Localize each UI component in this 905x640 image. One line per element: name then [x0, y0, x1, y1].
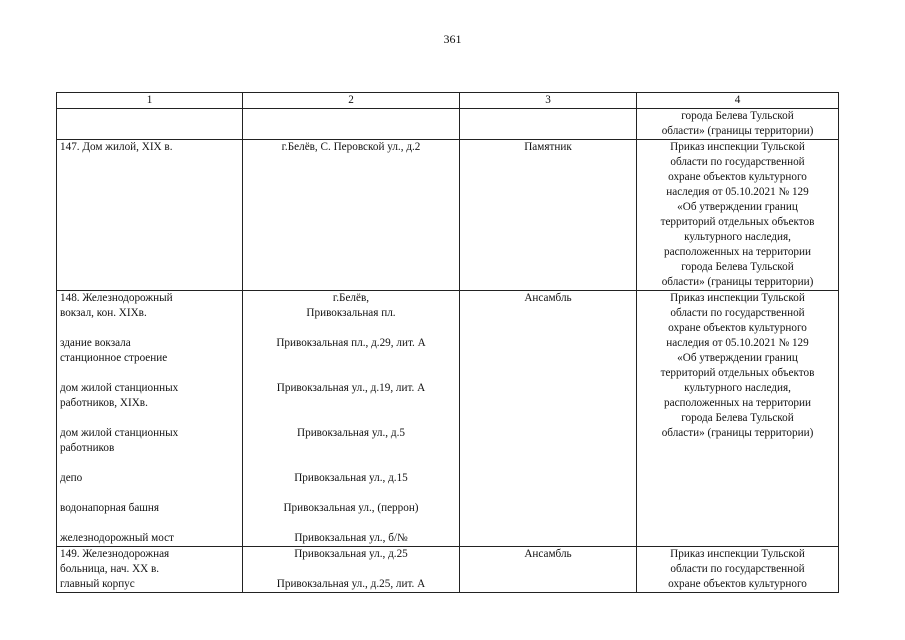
row148-item3-address: Привокзальная ул., д.5: [297, 427, 405, 439]
row148-document: Приказ инспекции Тульской области по государственной охране объектов культурного наследия от 05.10.2021 № 129 «Об утверждении границ территорий отдельных объектов культурного наследия, расположенных на территории города Белева Тульской области» (границы территории): [637, 291, 839, 547]
row148-item2-name: дом жилой станционных: [60, 382, 179, 394]
row149-category: Ансамбль: [460, 547, 637, 593]
row148-item4-address: Привокзальная ул., д.15: [294, 472, 408, 484]
heritage-register-table: [56, 92, 839, 593]
cont-document: [637, 109, 839, 140]
column-header-4: 4: [637, 93, 839, 109]
column-header-3: 3: [460, 93, 637, 109]
cont-document-line: города Белева Тульской: [681, 110, 794, 122]
row148-object-name: 148. Железнодорожный вокзал, кон. XIXв. здание вокзала станционное строение дом жилой станционных работников, XIXв. дом жилой станционных работников депо водонапорная башня железнодорожный мост: [57, 291, 243, 547]
row149-object-name: 149. Железнодорожная больница, нач. XX в. главный корпус: [57, 547, 243, 593]
table-row-147: [57, 140, 839, 291]
row148-item6-name: железнодорожный мост: [60, 532, 174, 544]
row148-item5-address: Привокзальная ул., (перрон): [283, 502, 419, 514]
row148-item1-name: здание вокзала: [60, 337, 131, 349]
row147-address: г.Белёв, С. Перовской ул., д.2: [243, 140, 460, 291]
row149-document: Приказ инспекции Тульской области по государственной охране объектов культурного: [637, 547, 839, 593]
row148-item3-name: дом жилой станционных: [60, 427, 179, 439]
row148-item2-address: Привокзальная ул., д.19, лит. А: [276, 382, 426, 394]
row148-category: Ансамбль: [460, 291, 637, 547]
row149-address: Привокзальная ул., д.25 Привокзальная ул., д.25, лит. А: [243, 547, 460, 593]
row147-category: Памятник: [460, 140, 637, 291]
row148-item4-name: депо: [60, 472, 83, 484]
row148-item5-name: водонапорная башня: [60, 502, 160, 514]
table-row-continuation: [57, 109, 839, 140]
cont-col1: [57, 109, 243, 140]
cont-col2: [243, 109, 460, 140]
page-number: 361: [443, 32, 462, 46]
table-header-row: [57, 93, 839, 109]
row147-document: Приказ инспекции Тульской области по государственной охране объектов культурного наследия от 05.10.2021 № 129 «Об утверждении границ территорий отдельных объектов культурного наследия, расположенных на территории города Белева Тульской области» (границы территории): [637, 140, 839, 291]
row148-item1-address: Привокзальная пл., д.29, лит. А: [276, 337, 426, 349]
cont-document-line: области» (границы территории): [661, 125, 814, 137]
row148-address: г.Белёв, Привокзальная пл. Привокзальная пл., д.29, лит. А Привокзальная ул., д.19, лит. А Привокзальная ул., д.5 Привокзальная ул., д.15 Привокзальная ул., (перрон) Привокзальная ул., б/№: [243, 291, 460, 547]
column-header-2: 2: [243, 93, 460, 109]
row148-item6-address: Привокзальная ул., б/№: [294, 532, 408, 544]
row147-object-name: 147. Дом жилой, XIX в.: [57, 140, 243, 291]
cont-col3: [460, 109, 637, 140]
table-row-149: [57, 547, 839, 593]
table-row-148: [57, 291, 839, 547]
column-header-1: 1: [57, 93, 243, 109]
